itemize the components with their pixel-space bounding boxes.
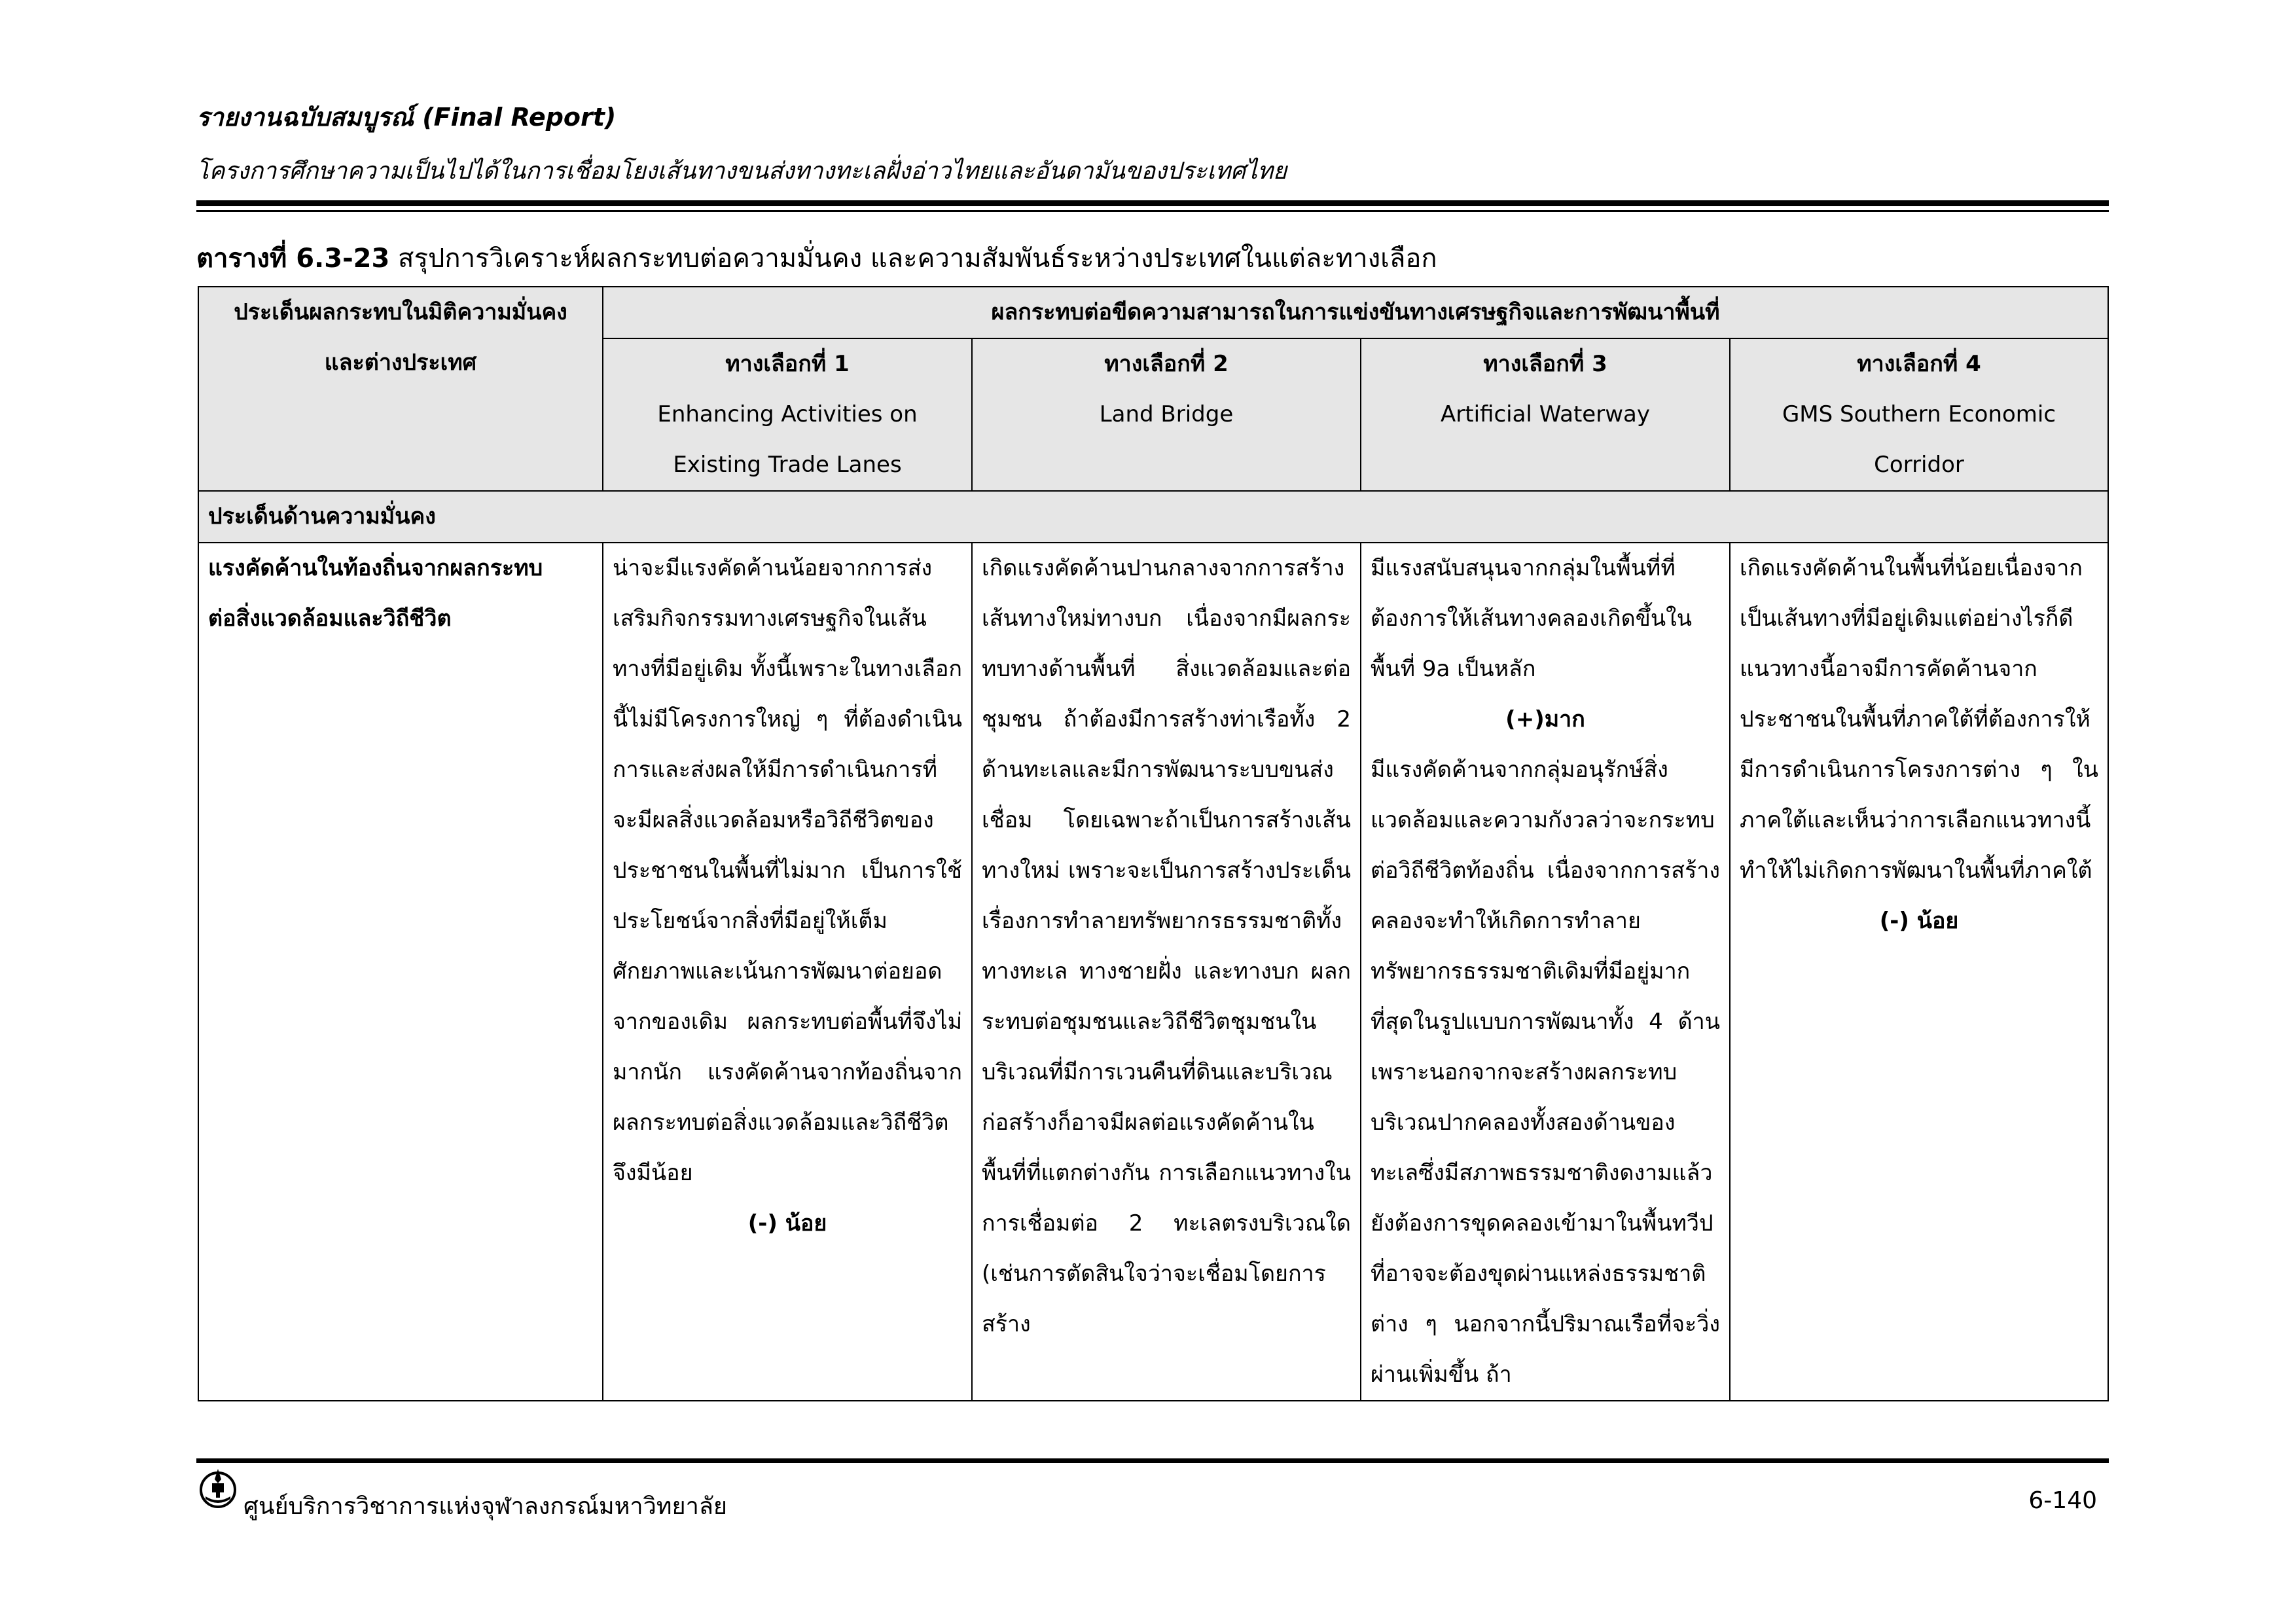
alt2-cell — [972, 543, 1361, 1401]
issue-line2: ต่อสิ่งแวดล้อมและวิถีชีวิต — [208, 605, 452, 632]
alt4-text: เกิดแรงคัดค้านในพื้นที่น้อยเนื่องจากเป็นเส้นทางที่มีอยู่เดิมแต่อย่างไรก็ดี แนวทางนี้อาจมีการคัดค้านจากประชาชนในพื้นที่ภาคใต้ที่ต้องการให้มีการดำเนินการโครงการต่าง ๆ ในภาคใต้และเห็นว่าการเลือกแนวทางนี้ทำให้ไม่เกิดการพัฒนาในพื้นที่ภาคใต้ — [1740, 555, 2099, 884]
alt2-label: ทางเลือกที่ 2 — [1104, 351, 1229, 377]
alt3-rating: (+)มาก — [1505, 706, 1585, 732]
alt3-header — [1361, 338, 1730, 491]
alt1-header — [603, 338, 972, 491]
table-caption — [196, 237, 1437, 279]
alt1-name-line2: Existing Trade Lanes — [673, 452, 902, 478]
issue-line1: แรงคัดค้านในท้องถิ่นจากผลกระทบ — [208, 555, 543, 581]
alt1-rating: (-) น้อย — [747, 1210, 827, 1236]
section-row — [198, 491, 2108, 543]
alt3-text-1: มีแรงสนับสนุนจากกลุ่มในพื้นที่ที่ต้องการให้เส้นทางคลองเกิดขึ้นในพื้นที่ 9a เป็นหลัก — [1371, 555, 1692, 682]
header-rule-thin — [196, 210, 2109, 212]
table-header-row-1 — [198, 287, 2108, 338]
col1-header-line2: และต่างประเทศ — [324, 350, 477, 376]
group-header: ผลกระทบต่อขีดความสามารถในการแข่งขันทางเศรษฐกิจและการพัฒนาพื้นที่ — [603, 287, 2108, 338]
report-subtitle: โครงการศึกษาความเป็นไปได้ในการเชื่อมโยงเส้นทางขนส่งทางทะเลฝั่งอ่าวไทยและอันดามันของประเทศไทย — [196, 158, 1287, 185]
alt2-header — [972, 338, 1361, 491]
alt1-label: ทางเลือกที่ 1 — [725, 351, 850, 377]
university-emblem-icon — [196, 1464, 240, 1511]
alt1-text: น่าจะมีแรงคัดค้านน้อยจากการส่งเสริมกิจกรรมทางเศรษฐกิจในเส้นทางที่มีอยู่เดิม ทั้งนี้เพราะในทางเลือกนี้ไม่มีโครงการใหญ่ ๆ ที่ต้องดำเนินการและส่งผลให้มีการดำเนินการที่จะมีผลสิ่งแวดล้อมหรือวิถีชีวิตของประชาชนในพื้นที่ไม่มาก เป็นการใช้ประโยชน์จากสิ่งที่มีอยู่ให้เต็มศักยภาพและเน้นการพัฒนาต่อยอดจากของเดิม ผลกระทบต่อพื้นที่จึงไม่มากนัก แรงคัดค้านจากท้องถิ่นจากผลกระทบต่อสิ่งแวดล้อมและวิถีชีวิตจึงมีน้อย — [613, 555, 962, 1186]
alt1-cell — [603, 543, 972, 1401]
alt3-label: ทางเลือกที่ 3 — [1483, 351, 1607, 377]
alt4-label: ทางเลือกที่ 4 — [1857, 351, 1981, 377]
footer-rule — [196, 1458, 2109, 1463]
alt2-text: เกิดแรงคัดค้านปานกลางจากการสร้างเส้นทางใหม่ทางบก เนื่องจากมีผลกระทบทางด้านพื้นที่ สิ่งแวดล้อมและต่อชุมชน ถ้าต้องมีการสร้างท่าเรือทั้ง 2 ด้านทะเลและมีการพัฒนาระบบขนส่งเชื่อม โดยเฉพาะถ้าเป็นการสร้างเส้นทางใหม่ เพราะจะเป็นการสร้างประเด็นเรื่องการทำลายทรัพยากรธรรมชาติทั้งทางทะเล ทางชายฝั่ง และทางบก ผลกระทบต่อชุมชนและวิถีชีวิตชุมชนในบริเวณที่มีการเวนคืนที่ดินและบริเวณก่อสร้างก็อาจมีผลต่อแรงคัดค้านในพื้นที่ที่แตกต่างกัน การเลือกแนวทางในการเชื่อมต่อ 2 ทะเลตรงบริเวณใด (เช่นการตัดสินใจว่าจะเชื่อมโดยการสร้าง — [982, 555, 1351, 1337]
alt4-name-line2: Corridor — [1874, 452, 1964, 478]
alt4-header — [1730, 338, 2108, 491]
impact-table — [198, 286, 2109, 1401]
table-row — [198, 543, 2108, 1401]
alt1-name-line1: Enhancing Activities on — [657, 401, 918, 427]
table-caption-label: ตารางที่ 6.3-23 — [196, 244, 390, 274]
footer-organization: ศูนย์บริการวิชาการแห่งจุฬาลงกรณ์มหาวิทยาลัย — [243, 1493, 727, 1520]
alt2-name-line1: Land Bridge — [1099, 401, 1234, 427]
header-rule-thick — [196, 200, 2109, 206]
alt4-name-line1: GMS Southern Economic — [1782, 401, 2056, 427]
col1-header-line1: ประเด็นผลกระทบในมิติความมั่นคง — [234, 299, 567, 325]
alt4-rating: (-) น้อย — [1879, 908, 1959, 934]
report-title: รายงานฉบับสมบูรณ์ (Final Report) — [196, 103, 617, 132]
issue-cell — [198, 543, 603, 1401]
alt3-cell — [1361, 543, 1730, 1401]
alt4-cell — [1730, 543, 2108, 1401]
page-number: 6-140 — [2028, 1487, 2097, 1514]
alt3-name-line1: Artificial Waterway — [1441, 401, 1650, 427]
col1-header — [198, 287, 603, 491]
section-label: ประเด็นด้านความมั่นคง — [198, 491, 2108, 543]
alt3-text-2: มีแรงคัดค้านจากกลุ่มอนุรักษ์สิ่งแวดล้อมและความกังวลว่าจะกระทบต่อวิถีชีวิตท้องถิ่น เนื่องจากการสร้างคลองจะทำให้เกิดการทำลายทรัพยากรธรรมชาติเดิมที่มีอยู่มากที่สุดในรูปแบบการพัฒนาทั้ง 4 ด้าน เพราะนอกจากจะสร้างผลกระทบบริเวณปากคลองทั้งสองด้านของทะเลซึ่งมีสภาพธรรมชาติงดงามแล้ว ยังต้องการขุดคลองเข้ามาในพื้นทวีปที่อาจจะต้องขุดผ่านแหล่งธรรมชาติต่าง ๆ นอกจากนี้ปริมาณเรือที่จะวิ่งผ่านเพิ่มขึ้น ถ้า — [1371, 757, 1720, 1388]
table-caption-text: สรุปการวิเคราะห์ผลกระทบต่อความมั่นคง และความสัมพันธ์ระหว่างประเทศในแต่ละทางเลือก — [389, 244, 1437, 274]
